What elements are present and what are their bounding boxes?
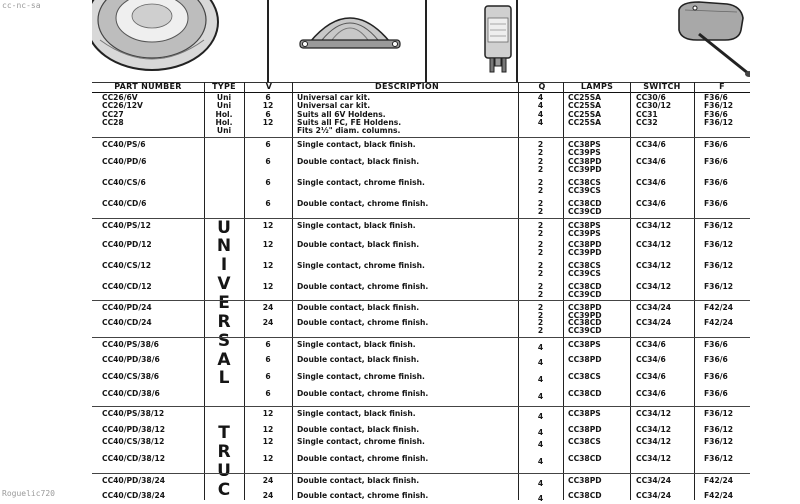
voltage-cell: 12: [262, 409, 274, 418]
part-number-cell: CC40/CS/38/12: [102, 437, 165, 446]
description-cell: Double contact, black finish.: [297, 157, 420, 166]
part-number-cell: CC40/PD/6: [102, 157, 147, 166]
quantity-cell: 2: [537, 186, 544, 195]
row-separator: [92, 406, 750, 407]
f-cell: F36/6: [704, 199, 728, 208]
part-number-cell: CC40/CD/38/24: [102, 491, 166, 500]
description-cell: Suits all FC, FE Holdens.: [297, 117, 402, 127]
quantity-cell: 2: [537, 240, 544, 249]
lamps-cell: CC39CD: [568, 207, 602, 216]
lamps-cell: CC38PS: [568, 340, 601, 349]
row-separator: [92, 337, 750, 338]
f-cell: F36/12: [704, 454, 734, 463]
table-header: [92, 82, 750, 93]
quantity-cell: 4: [537, 101, 544, 111]
quantity-cell: 2: [537, 221, 544, 230]
column-divider: [630, 82, 631, 500]
voltage-cell: 24: [262, 318, 274, 327]
description-cell: Suits all 6V Holdens.: [297, 109, 386, 119]
switch-cell: CC30/6: [636, 93, 666, 102]
quantity-cell: 4: [537, 494, 544, 503]
switch-cell: CC34/24: [636, 491, 672, 500]
voltage-cell: 6: [265, 340, 271, 349]
header-lamps: LAMPS: [580, 82, 614, 91]
vertical-letter: L: [218, 368, 230, 388]
f-cell: F42/24: [704, 303, 734, 312]
part-number-cell: CC40/PS/12: [102, 221, 151, 230]
voltage-cell: 6: [265, 372, 271, 381]
voltage-cell: 6: [265, 199, 271, 208]
part-number-cell: CC40/CS/38/6: [102, 372, 160, 381]
lamps-cell: CC39CD: [568, 290, 602, 299]
lamps-cell: CC25SA: [568, 109, 602, 119]
description-cell: Double contact, black finish.: [297, 355, 420, 364]
voltage-cell: 12: [262, 101, 274, 111]
lamps-cell: CC38CD: [568, 454, 602, 463]
f-cell: F36/12: [704, 117, 734, 127]
quantity-cell: 2: [537, 199, 544, 208]
type-cell: Hol.: [215, 117, 233, 127]
lamps-cell: CC38CD: [568, 491, 602, 500]
dome-lamp-image: [270, 0, 430, 82]
quantity-cell: 2: [537, 261, 544, 270]
part-number-cell: CC28: [102, 117, 124, 127]
column-divider: [563, 82, 564, 500]
description-cell: Double contact, chrome finish.: [297, 389, 429, 398]
quantity-cell: 4: [537, 412, 544, 421]
header-part-number: PART NUMBER: [114, 82, 182, 91]
quantity-cell: 2: [537, 140, 544, 149]
vertical-letter: R: [217, 312, 231, 332]
header-description: DESCRIPTION: [375, 82, 439, 91]
lamps-cell: CC38CD: [568, 282, 602, 291]
lamps-cell: CC25SA: [568, 93, 602, 102]
lamps-cell: CC38PS: [568, 409, 601, 418]
f-cell: F36/6: [704, 157, 728, 166]
row-separator: [92, 300, 750, 301]
part-number-cell: CC40/CD/12: [102, 282, 152, 291]
voltage-cell: 12: [262, 425, 274, 434]
description-cell: Double contact, black finish.: [297, 303, 420, 312]
switch-cell: CC34/12: [636, 425, 672, 434]
header-voltage: V: [265, 82, 273, 91]
switch-cell: CC34/6: [636, 178, 666, 187]
voltage-cell: 6: [265, 93, 271, 102]
quantity-cell: 4: [537, 109, 544, 119]
switch-cell: CC32: [636, 117, 658, 127]
lamps-cell: CC38CS: [568, 261, 601, 270]
part-number-cell: CC26/6V: [102, 93, 138, 102]
column-divider: [694, 82, 695, 500]
lamps-cell: CC39CD: [568, 326, 602, 335]
quantity-cell: 2: [537, 157, 544, 166]
voltage-cell: 12: [262, 117, 274, 127]
switch-cell: CC34/6: [636, 199, 666, 208]
vertical-letter: U: [217, 218, 231, 238]
switch-cell: CC34/12: [636, 261, 672, 270]
lamps-cell: CC25SA: [568, 117, 602, 127]
vertical-letter: U: [217, 461, 231, 481]
description-cell: Single contact, chrome finish.: [297, 261, 425, 270]
switch-with-lever-image: [519, 0, 750, 82]
part-number-cell: CC40/CD/6: [102, 199, 147, 208]
switch-cell: CC34/6: [636, 389, 666, 398]
switch-cell: CC31: [636, 109, 658, 119]
vertical-letter: N: [216, 236, 232, 256]
f-cell: F36/6: [704, 355, 728, 364]
lamps-cell: CC39CS: [568, 186, 601, 195]
lamps-cell: CC39PD: [568, 165, 602, 174]
vertical-letter: T: [218, 423, 230, 443]
description-cell: Single contact, black finish.: [297, 340, 416, 349]
lamps-cell: CC38PD: [568, 157, 602, 166]
f-cell: F36/6: [704, 372, 728, 381]
description-cell: Double contact, black finish.: [297, 425, 420, 434]
description-cell: Double contact, chrome finish.: [297, 318, 429, 327]
quantity-cell: 4: [537, 479, 544, 488]
quantity-cell: 4: [537, 375, 544, 384]
description-cell: Single contact, chrome finish.: [297, 372, 425, 381]
lamps-cell: CC39PS: [568, 229, 601, 238]
lamps-cell: CC25SA: [568, 101, 602, 111]
description-cell: Single contact, black finish.: [297, 409, 416, 418]
part-number-cell: CC27: [102, 109, 124, 119]
part-number-cell: CC40/CD/38/6: [102, 389, 160, 398]
part-number-cell: CC40/PD/38/12: [102, 425, 166, 434]
voltage-cell: 6: [265, 157, 271, 166]
voltage-cell: 6: [265, 109, 271, 119]
row-separator: [92, 137, 750, 138]
part-number-cell: CC40/CS/6: [102, 178, 146, 187]
description-cell: Double contact, black finish.: [297, 476, 420, 485]
vertical-letter: A: [217, 350, 231, 370]
header-quantity: Q: [538, 82, 546, 91]
description-cell: Double contact, black finish.: [297, 240, 420, 249]
f-cell: F36/12: [704, 240, 734, 249]
description-cell: Single contact, chrome finish.: [297, 437, 425, 446]
lamps-cell: CC38CS: [568, 372, 601, 381]
quantity-cell: 4: [537, 358, 544, 367]
quantity-cell: 2: [537, 311, 544, 320]
row-separator: [92, 473, 750, 474]
quantity-cell: 2: [537, 165, 544, 174]
f-cell: F42/24: [704, 318, 734, 327]
part-number-cell: CC40/PD/12: [102, 240, 152, 249]
quantity-cell: 2: [537, 290, 544, 299]
description-cell: Double contact, chrome finish.: [297, 199, 429, 208]
description-cell: Single contact, black finish.: [297, 221, 416, 230]
vertical-letter: R: [217, 442, 231, 462]
quantity-cell: 2: [537, 207, 544, 216]
lamps-cell: CC38PD: [568, 355, 602, 364]
type-cell: Hol.: [215, 109, 233, 119]
vertical-letter: S: [217, 331, 231, 351]
watermark-bottom: Roguelic720: [2, 489, 55, 498]
quantity-cell: 2: [537, 282, 544, 291]
voltage-cell: 24: [262, 476, 274, 485]
type-cell: Uni: [216, 93, 232, 102]
header-type: TYPE: [212, 82, 236, 91]
description-cell: Double contact, chrome finish.: [297, 491, 429, 500]
lamps-cell: CC38PD: [568, 425, 602, 434]
lamps-cell: CC39PS: [568, 148, 601, 157]
f-cell: F36/6: [704, 93, 728, 102]
part-number-cell: CC26/12V: [102, 101, 143, 111]
vertical-letter: E: [218, 293, 230, 313]
lamps-cell: CC38PD: [568, 476, 602, 485]
quantity-cell: 4: [537, 392, 544, 401]
vertical-letter: V: [217, 274, 231, 294]
column-divider: [292, 82, 293, 500]
lamps-cell: CC38CD: [568, 389, 602, 398]
switch-cell: CC34/24: [636, 318, 672, 327]
quantity-cell: 4: [537, 117, 544, 127]
lamps-cell: CC39CS: [568, 269, 601, 278]
switch-cell: CC34/12: [636, 409, 672, 418]
lamps-cell: CC39PD: [568, 311, 602, 320]
description-cell: Single contact, black finish.: [297, 140, 416, 149]
voltage-cell: 6: [265, 389, 271, 398]
voltage-cell: 12: [262, 221, 274, 230]
voltage-cell: 6: [265, 140, 271, 149]
f-cell: F36/6: [704, 340, 728, 349]
voltage-cell: 6: [265, 355, 271, 364]
f-cell: F42/24: [704, 476, 734, 485]
quantity-cell: 4: [537, 440, 544, 449]
voltage-cell: 6: [265, 178, 271, 187]
lamps-cell: CC38CD: [568, 318, 602, 327]
f-cell: F36/12: [704, 101, 734, 111]
row-separator: [92, 218, 750, 219]
lamps-cell: CC39PD: [568, 248, 602, 257]
f-cell: F36/12: [704, 282, 734, 291]
voltage-cell: 12: [262, 261, 274, 270]
type-cell: Uni: [216, 126, 232, 136]
switch-cell: CC34/6: [636, 355, 666, 364]
voltage-cell: 12: [262, 454, 274, 463]
f-cell: F36/6: [704, 178, 728, 187]
description-cell: Universal car kit.: [297, 101, 371, 111]
f-cell: F36/12: [704, 261, 734, 270]
switch-cell: CC34/6: [636, 340, 666, 349]
f-cell: F36/12: [704, 221, 734, 230]
quantity-cell: 4: [537, 93, 544, 102]
description-cell: Double contact, chrome finish.: [297, 454, 429, 463]
quantity-cell: 2: [537, 318, 544, 327]
voltage-cell: 24: [262, 303, 274, 312]
part-number-cell: CC40/PD/38/6: [102, 355, 160, 364]
f-cell: F36/12: [704, 409, 734, 418]
lamps-cell: CC38PD: [568, 240, 602, 249]
header-f: F: [719, 82, 725, 91]
voltage-cell: 12: [262, 282, 274, 291]
part-number-cell: CC40/PS/6: [102, 140, 146, 149]
part-number-cell: CC40/PS/38/6: [102, 340, 159, 349]
switch-cell: CC34/12: [636, 437, 672, 446]
description-cell: Single contact, chrome finish.: [297, 178, 425, 187]
lamps-cell: CC38CS: [568, 178, 601, 187]
quantity-cell: 4: [537, 457, 544, 466]
switch-cell: CC34/24: [636, 476, 672, 485]
switch-cell: CC34/12: [636, 240, 672, 249]
f-cell: F42/24: [704, 491, 734, 500]
description-cell: Double contact, chrome finish.: [297, 282, 429, 291]
f-cell: F36/6: [704, 389, 728, 398]
switch-cell: CC34/6: [636, 157, 666, 166]
voltage-cell: 12: [262, 437, 274, 446]
flasher-unit-image: [428, 0, 518, 82]
switch-cell: CC30/12: [636, 101, 672, 111]
column-divider: [204, 82, 205, 500]
lamps-cell: CC38CS: [568, 437, 601, 446]
switch-cell: CC34/12: [636, 282, 672, 291]
switch-cell: CC34/6: [636, 372, 666, 381]
part-number-cell: CC40/CS/12: [102, 261, 152, 270]
f-cell: F36/6: [704, 109, 728, 119]
switch-cell: CC34/6: [636, 140, 666, 149]
lamps-cell: CC38CD: [568, 199, 602, 208]
vertical-letter: I: [220, 255, 228, 275]
quantity-cell: 2: [537, 269, 544, 278]
quantity-cell: 2: [537, 178, 544, 187]
switch-cell: CC34/12: [636, 454, 672, 463]
f-cell: F36/12: [704, 425, 734, 434]
voltage-cell: 24: [262, 491, 274, 500]
product-image-strip: [92, 0, 750, 83]
part-number-cell: CC40/CD/24: [102, 318, 152, 327]
round-lamp-image: [92, 0, 272, 82]
vertical-letter: C: [217, 480, 231, 500]
f-cell: F36/12: [704, 437, 734, 446]
switch-cell: CC34/12: [636, 221, 672, 230]
type-cell: Uni: [216, 101, 232, 111]
part-number-cell: CC40/PS/38/12: [102, 409, 165, 418]
watermark-top: cc-nc-sa: [2, 1, 41, 10]
part-number-cell: CC40/PD/24: [102, 303, 152, 312]
description-cell: Universal car kit.: [297, 93, 371, 102]
quantity-cell: 2: [537, 229, 544, 238]
part-number-cell: CC40/PD/38/24: [102, 476, 166, 485]
quantity-cell: 2: [537, 148, 544, 157]
f-cell: F36/6: [704, 140, 728, 149]
switch-cell: CC34/24: [636, 303, 672, 312]
quantity-cell: 2: [537, 303, 544, 312]
quantity-cell: 4: [537, 428, 544, 437]
quantity-cell: 2: [537, 326, 544, 335]
description-cell: Fits 2½" diam. columns.: [297, 126, 401, 136]
lamps-cell: CC38PS: [568, 140, 601, 149]
lamps-cell: CC38PS: [568, 221, 601, 230]
part-number-cell: CC40/CD/38/12: [102, 454, 166, 463]
quantity-cell: 2: [537, 248, 544, 257]
voltage-cell: 12: [262, 240, 274, 249]
lamps-cell: CC38PD: [568, 303, 602, 312]
header-switch: SWITCH: [643, 82, 681, 91]
quantity-cell: 4: [537, 343, 544, 352]
